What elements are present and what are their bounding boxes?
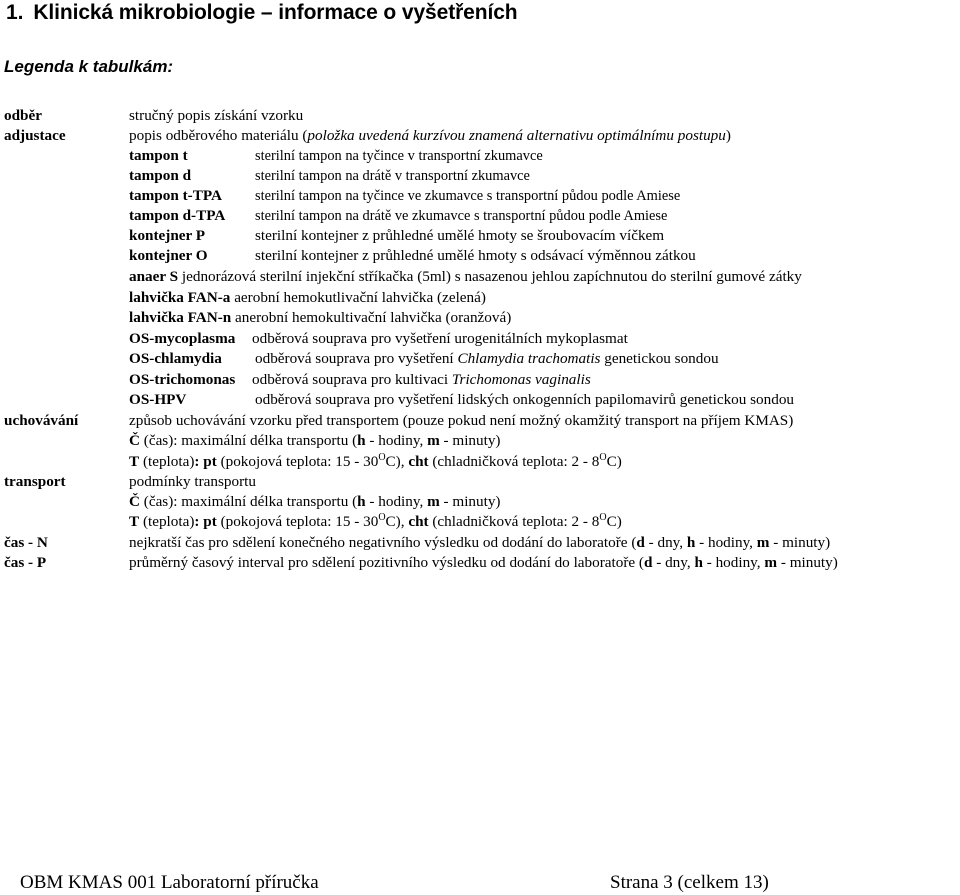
item-desc [255,349,719,369]
item-row [0,390,960,410]
degree-sup: O [378,452,386,463]
pt-text: (pokojová teplota: 15 - 30 [216,453,379,470]
item-desc: aerobní hemokutlivační lahvička (zelená) [234,289,486,306]
d-symbol: d [643,554,653,571]
item-desc: sterilní kontejner z průhledné umělé hmoty s odsávací výměnnou zátkou [255,247,696,264]
cas-symbol: Č [129,432,140,449]
item-code: OS-chlamydia [129,350,222,367]
cas-desc [129,492,500,512]
term-cas-n: čas - N [4,534,48,551]
cas-n-text: nejkratší čas pro sdělení konečného negativního výsledku od dodání do laboratoře ( [129,534,637,551]
item-desc: odběrová souprava pro vyšetření lidských onkogenních papilomavirů genetickou sondou [255,391,795,408]
desc-odber: stručný popis získání vzorku [129,107,304,124]
item-desc: sterilní kontejner z průhledné umělé hmoty se šroubovacím víčkem [255,227,665,244]
item-desc: odběrová souprava pro vyšetření urogenitálních mykoplasmat [252,330,628,347]
desc-italic: Chlamydia trachomatis [457,350,601,367]
teplota-row [0,512,960,532]
cas-row [0,431,960,451]
item-desc: sterilní tampon na drátě ve zkumavce s transportní půdou podle Amiese [255,208,668,224]
desc-cas-n [129,533,830,553]
cas-row [0,492,960,512]
adjustace-suffix: ) [725,127,731,144]
item-row [0,206,960,226]
desc-uchovavani: způsob uchovávání vzorku před transportem (pouze pokud není možný okamžitý transport na příjem KMAS) [129,412,794,429]
colon: : [194,513,200,530]
d-symbol: d [636,534,645,551]
minuty-text: - minuty) [777,554,838,571]
heading-text: Klinická mikrobiologie – informace o vyšetřeních [33,1,518,24]
degree-sup: O [599,512,607,523]
item-row [0,166,960,186]
cht-text: (chladničková teplota: 2 - 8 [428,453,600,470]
adjustace-italic: položka uvedená kurzívou znamená alternativu optimálnímu postupu [307,127,726,144]
item-code: kontejner P [129,227,206,244]
item-row [0,146,960,166]
desc-italic: Trichomonas vaginalis [451,371,591,388]
pt-symbol: pt [203,513,217,530]
minuty-text: - minuty) [439,432,501,449]
item-code: tampon d-TPA [129,207,226,224]
cas-symbol: Č [129,493,140,510]
dny-text: - dny, [652,554,695,571]
h-symbol: h [686,534,696,551]
dny-text: - dny, [644,534,687,551]
footer-left: OBM KMAS 001 Laboratorní příručka [20,872,319,893]
legend-title: Legenda k tabulkám: [4,57,174,76]
item-code: kontejner O [129,247,208,264]
item-inline [129,267,802,287]
m-symbol: m [756,534,770,551]
item-row [0,186,960,206]
pt-text: (pokojová teplota: 15 - 30 [216,513,379,530]
t-symbol: T [129,453,140,470]
item-row [0,226,960,246]
cht-symbol: cht [408,513,429,530]
teplota-desc [129,452,622,472]
t-symbol: T [129,513,140,530]
c-end: C) [606,513,622,530]
item-code: tampon t-TPA [129,187,222,204]
item-code: lahvička FAN-n [129,309,232,326]
item-row [0,246,960,266]
cas-p-text: průměrný časový interval pro sdělení pozitivního výsledku od dodání do laboratoře ( [129,554,644,571]
minuty-text: - minuty) [439,493,501,510]
item-inline [129,288,486,308]
pt-symbol: pt [203,453,217,470]
c-close: C), [385,453,409,470]
h-symbol: h [357,493,366,510]
footer-page-number: Strana 3 (celkem 13) [610,872,769,893]
degree-sup: O [378,512,386,523]
item-row [0,267,960,287]
m-symbol: m [427,432,440,449]
t-text: (teplota) [139,453,195,470]
adjustace-prefix: popis odběrového materiálu ( [129,127,308,144]
item-row [0,329,960,349]
item-code: lahvička FAN-a [129,289,231,306]
hodiny-text: - hodiny, [695,534,757,551]
page-heading [6,1,518,25]
minuty-text: - minuty) [769,534,831,551]
teplota-row [0,452,960,472]
item-code: OS-mycoplasma [129,330,236,347]
item-row [0,308,960,328]
desc-adjustace [129,126,731,146]
m-symbol: m [764,554,778,571]
item-code: anaer S [129,268,179,285]
item-row [0,288,960,308]
legend-row-cas-p [0,553,960,573]
colon: : [194,453,200,470]
legend-row-cas-n [0,533,960,553]
item-desc [252,370,591,390]
degree-sup: O [599,452,607,463]
h-symbol: h [694,554,703,571]
hodiny-text: - hodiny, [365,493,428,510]
legend-row-uchovavani [0,411,960,431]
desc-transport: podmínky transportu [129,473,256,490]
h-symbol: h [357,432,366,449]
c-end: C) [606,453,622,470]
teplota-desc [129,512,622,532]
term-transport: transport [4,473,66,490]
item-desc: sterilní tampon na drátě v transportní zkumavce [255,168,530,184]
desc-prefix: odběrová souprava pro kultivaci [252,371,452,388]
term-adjustace: adjustace [4,127,66,144]
c-close: C), [385,513,409,530]
cas-desc [129,431,500,451]
term-uchovavani: uchovávání [4,412,79,429]
item-desc: sterilní tampon na tyčince ve zkumavce s transportní půdou podle Amiese [255,188,681,204]
t-text: (teplota) [139,513,195,530]
legend-row-odber [0,106,960,126]
item-desc: anerobní hemokultivační lahvička (oranžová) [235,309,512,326]
item-row [0,349,960,369]
desc-prefix: odběrová souprava pro vyšetření [255,350,458,367]
desc-cas-p [129,553,838,573]
legend-row-transport [0,472,960,492]
item-code: OS-HPV [129,391,187,408]
cht-text: (chladničková teplota: 2 - 8 [428,513,600,530]
item-desc: jednorázová sterilní injekční stříkačka (5ml) s nasazenou jehlou zapíchnutou do sterilní gumové zátky [181,268,802,285]
item-code: tampon d [129,167,192,184]
hodiny-text: - hodiny, [365,432,428,449]
item-row [0,370,960,390]
item-desc: sterilní tampon na tyčince v transportní zkumavce [255,148,543,164]
item-code: tampon t [129,147,188,164]
term-cas-p: čas - P [4,554,47,571]
cht-symbol: cht [408,453,429,470]
heading-number: 1. [6,1,24,24]
m-symbol: m [427,493,440,510]
cas-text: (čas): maximální délka transportu ( [139,493,358,510]
term-odber: odběr [4,107,42,124]
desc-suffix: genetickou sondou [600,350,719,367]
item-code: OS-trichomonas [129,371,236,388]
item-inline [129,308,511,328]
hodiny-text: - hodiny, [702,554,765,571]
cas-text: (čas): maximální délka transportu ( [139,432,358,449]
legend-row-adjustace [0,126,960,146]
